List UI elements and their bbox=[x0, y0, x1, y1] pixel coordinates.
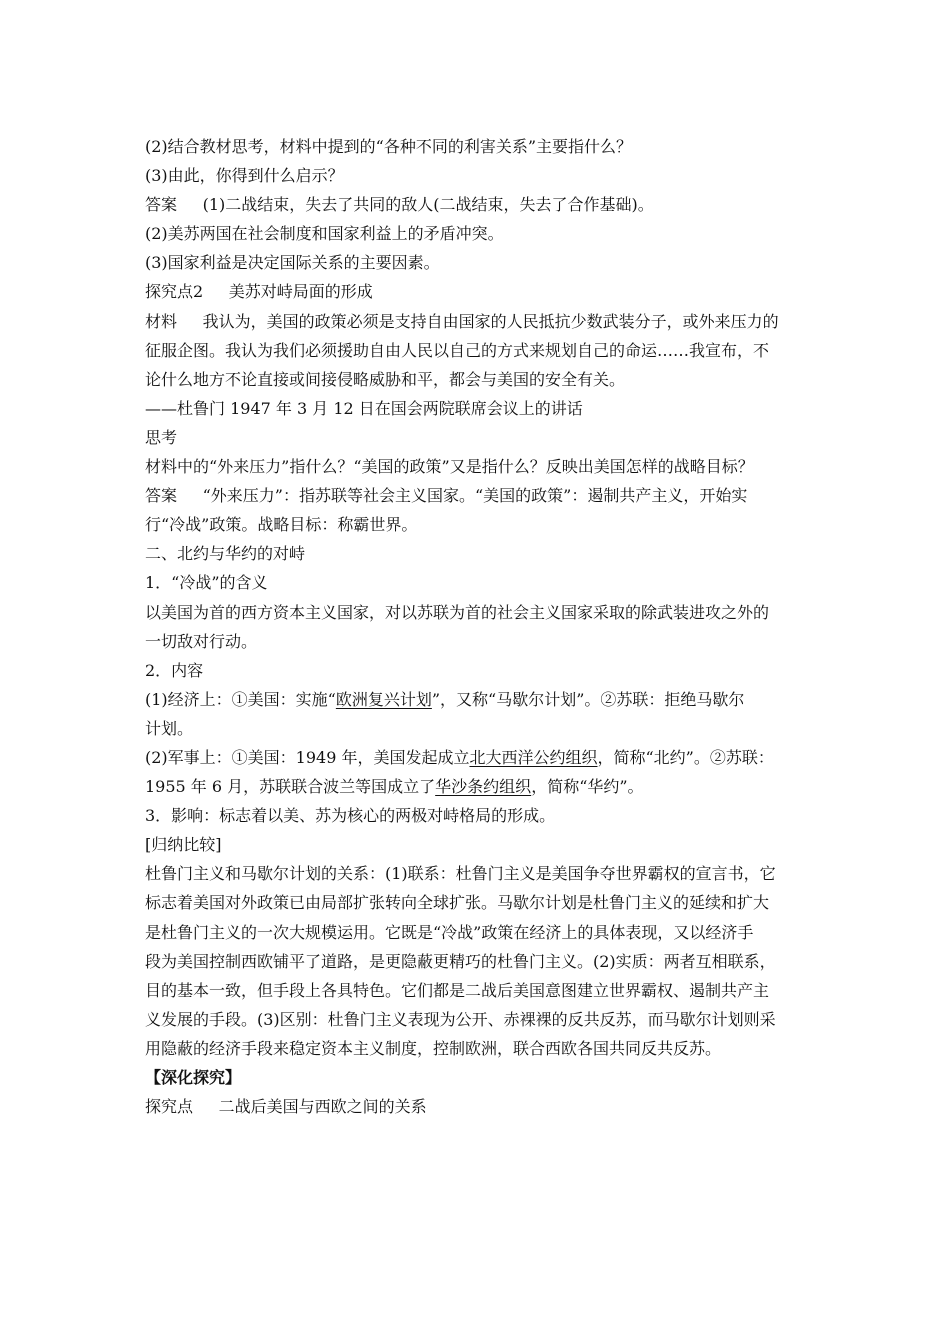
line-text: 【深化探究】 bbox=[145, 1068, 242, 1087]
line-text: 我认为，美国的政策必须是支持自由国家的人民抵抗少数武装分子，或外来压力的 bbox=[202, 311, 779, 331]
line-text-post: ，简称“华约”。 bbox=[531, 777, 644, 797]
underlined-term: 华沙条约组织 bbox=[435, 777, 532, 797]
line-text-post: ”，又称“马歇尔计划”。②苏联：拒绝马歇尔 bbox=[431, 689, 745, 709]
line-text-post: ，简称“北约”。②苏联： bbox=[597, 747, 774, 767]
section-heading bbox=[145, 277, 810, 306]
line-text: 杜鲁门主义和马歇尔计划的关系：(1)联系：杜鲁门主义是美国争夺世界霸权的宣言书，它 bbox=[145, 864, 776, 884]
answer-line bbox=[145, 219, 810, 248]
line-text: 计划。 bbox=[145, 718, 194, 738]
line-text: 一切敌对行动。 bbox=[145, 631, 258, 651]
body-line bbox=[145, 772, 810, 801]
body-line bbox=[145, 743, 810, 772]
body-line bbox=[145, 714, 810, 743]
line-text: (1)二战结束，失去了共同的敌人(二战结束，失去了合作基础)。 bbox=[202, 195, 654, 215]
think-heading bbox=[145, 423, 810, 452]
line-text: 1．“冷战”的含义 bbox=[145, 573, 268, 593]
line-text: 二、北约与华约的对峙 bbox=[145, 544, 306, 564]
body-line bbox=[145, 627, 810, 656]
body-line bbox=[145, 859, 810, 888]
line-text-pre: 1955 年 6 月，苏联联合波兰等国成立了 bbox=[145, 777, 436, 797]
body-line bbox=[145, 947, 810, 976]
body-line bbox=[145, 598, 810, 627]
answer-line bbox=[145, 481, 810, 510]
question-line bbox=[145, 161, 810, 190]
material-line bbox=[145, 365, 810, 394]
line-text: 目的基本一致，但手段上各具特色。它们都是二战后美国意图建立世界霸权、遏制共产主 bbox=[145, 980, 770, 1000]
line-text: 行“冷战”政策。战略目标：称霸世界。 bbox=[145, 515, 418, 535]
answer-label: 答案 bbox=[145, 486, 178, 506]
line-text: 征服企图。我认为我们必须援助自由人民以自己的方式来规划自己的命运……我宣布，不 bbox=[145, 340, 770, 360]
line-text: 是杜鲁门主义的一次大规模运用。它既是“冷战”政策在经济上的具体表现，又以经济手 bbox=[145, 922, 754, 942]
line-text: (2)美苏两国在社会制度和国家利益上的矛盾冲突。 bbox=[145, 224, 504, 244]
line-text-pre: (2)军事上：①美国：1949 年，美国发起成立 bbox=[145, 747, 470, 767]
line-text: ——杜鲁门 1947 年 3 月 12 日在国会两院联席会议上的讲话 bbox=[145, 398, 583, 418]
line-text: 2．内容 bbox=[145, 660, 204, 680]
line-text: “外来压力”：指苏联等社会主义国家。“美国的政策”：遏制共产主义，开始实 bbox=[202, 486, 748, 506]
underlined-term: 欧洲复兴计划 bbox=[335, 689, 432, 709]
body-line bbox=[145, 685, 810, 714]
body-line bbox=[145, 1005, 810, 1034]
body-line bbox=[145, 918, 810, 947]
line-text: 标志着美国对外政策已由局部扩张转向全球扩张。马歇尔计划是杜鲁门主义的延续和扩大 bbox=[145, 893, 770, 913]
line-text: (3)国家利益是决定国际关系的主要因素。 bbox=[145, 253, 440, 273]
heading-label: 探究点2 bbox=[145, 282, 204, 302]
heading-label: 探究点 bbox=[145, 1097, 194, 1117]
answer-label: 答案 bbox=[145, 195, 178, 215]
answer-line bbox=[145, 248, 810, 277]
line-text: (3)由此，你得到什么启示？ bbox=[145, 166, 344, 186]
body-line bbox=[145, 1034, 810, 1063]
line-text: 材料中的“外来压力”指什么？“美国的政策”又是指什么？反映出美国怎样的战略目标？ bbox=[145, 457, 754, 477]
line-text: (2)结合教材思考，材料中提到的“各种不同的利害关系”主要指什么？ bbox=[145, 137, 633, 156]
subheading bbox=[145, 568, 810, 597]
material-line bbox=[145, 336, 810, 365]
question-line bbox=[145, 132, 810, 161]
box-heading bbox=[145, 830, 810, 859]
body-line bbox=[145, 976, 810, 1005]
heading-text: 美苏对峙局面的形成 bbox=[228, 282, 373, 302]
answer-line bbox=[145, 190, 810, 219]
line-text: 以美国为首的西方资本主义国家，对以苏联为首的社会主义国家采取的除武装进攻之外的 bbox=[145, 602, 770, 622]
line-text: 义发展的手段。(3)区别：杜鲁门主义表现为公开、赤裸裸的反共反苏，而马歇尔计划则采 bbox=[145, 1009, 776, 1029]
line-text: 用隐蔽的经济手段来稳定资本主义制度，控制欧洲，联合西欧各国共同反共反苏。 bbox=[145, 1038, 722, 1058]
line-text: 3．影响：标志着以美、苏为核心的两极对峙格局的形成。 bbox=[145, 806, 556, 826]
section-heading bbox=[145, 539, 810, 568]
heading-text: 二战后美国与西欧之间的关系 bbox=[218, 1097, 427, 1117]
material-label: 材料 bbox=[145, 311, 178, 331]
material-line bbox=[145, 307, 810, 336]
subheading bbox=[145, 801, 810, 830]
line-text: [归纳比较] bbox=[145, 835, 222, 855]
question-line bbox=[145, 452, 810, 481]
line-text: 思考 bbox=[145, 427, 178, 447]
line-text-pre: (1)经济上：①美国：实施“ bbox=[145, 689, 336, 709]
document-body bbox=[145, 132, 810, 1121]
line-text: 论什么地方不论直接或间接侵略威胁和平，都会与美国的安全有关。 bbox=[145, 369, 626, 389]
subheading bbox=[145, 656, 810, 685]
body-line bbox=[145, 888, 810, 917]
section-heading bbox=[145, 1063, 810, 1092]
source-citation bbox=[145, 394, 810, 423]
underlined-term: 北大西洋公约组织 bbox=[469, 747, 598, 767]
answer-line bbox=[145, 510, 810, 539]
line-text: 段为美国控制西欧铺平了道路，是更隐蔽更精巧的杜鲁门主义。(2)实质：两者互相联系， bbox=[145, 951, 776, 971]
section-heading bbox=[145, 1092, 810, 1121]
